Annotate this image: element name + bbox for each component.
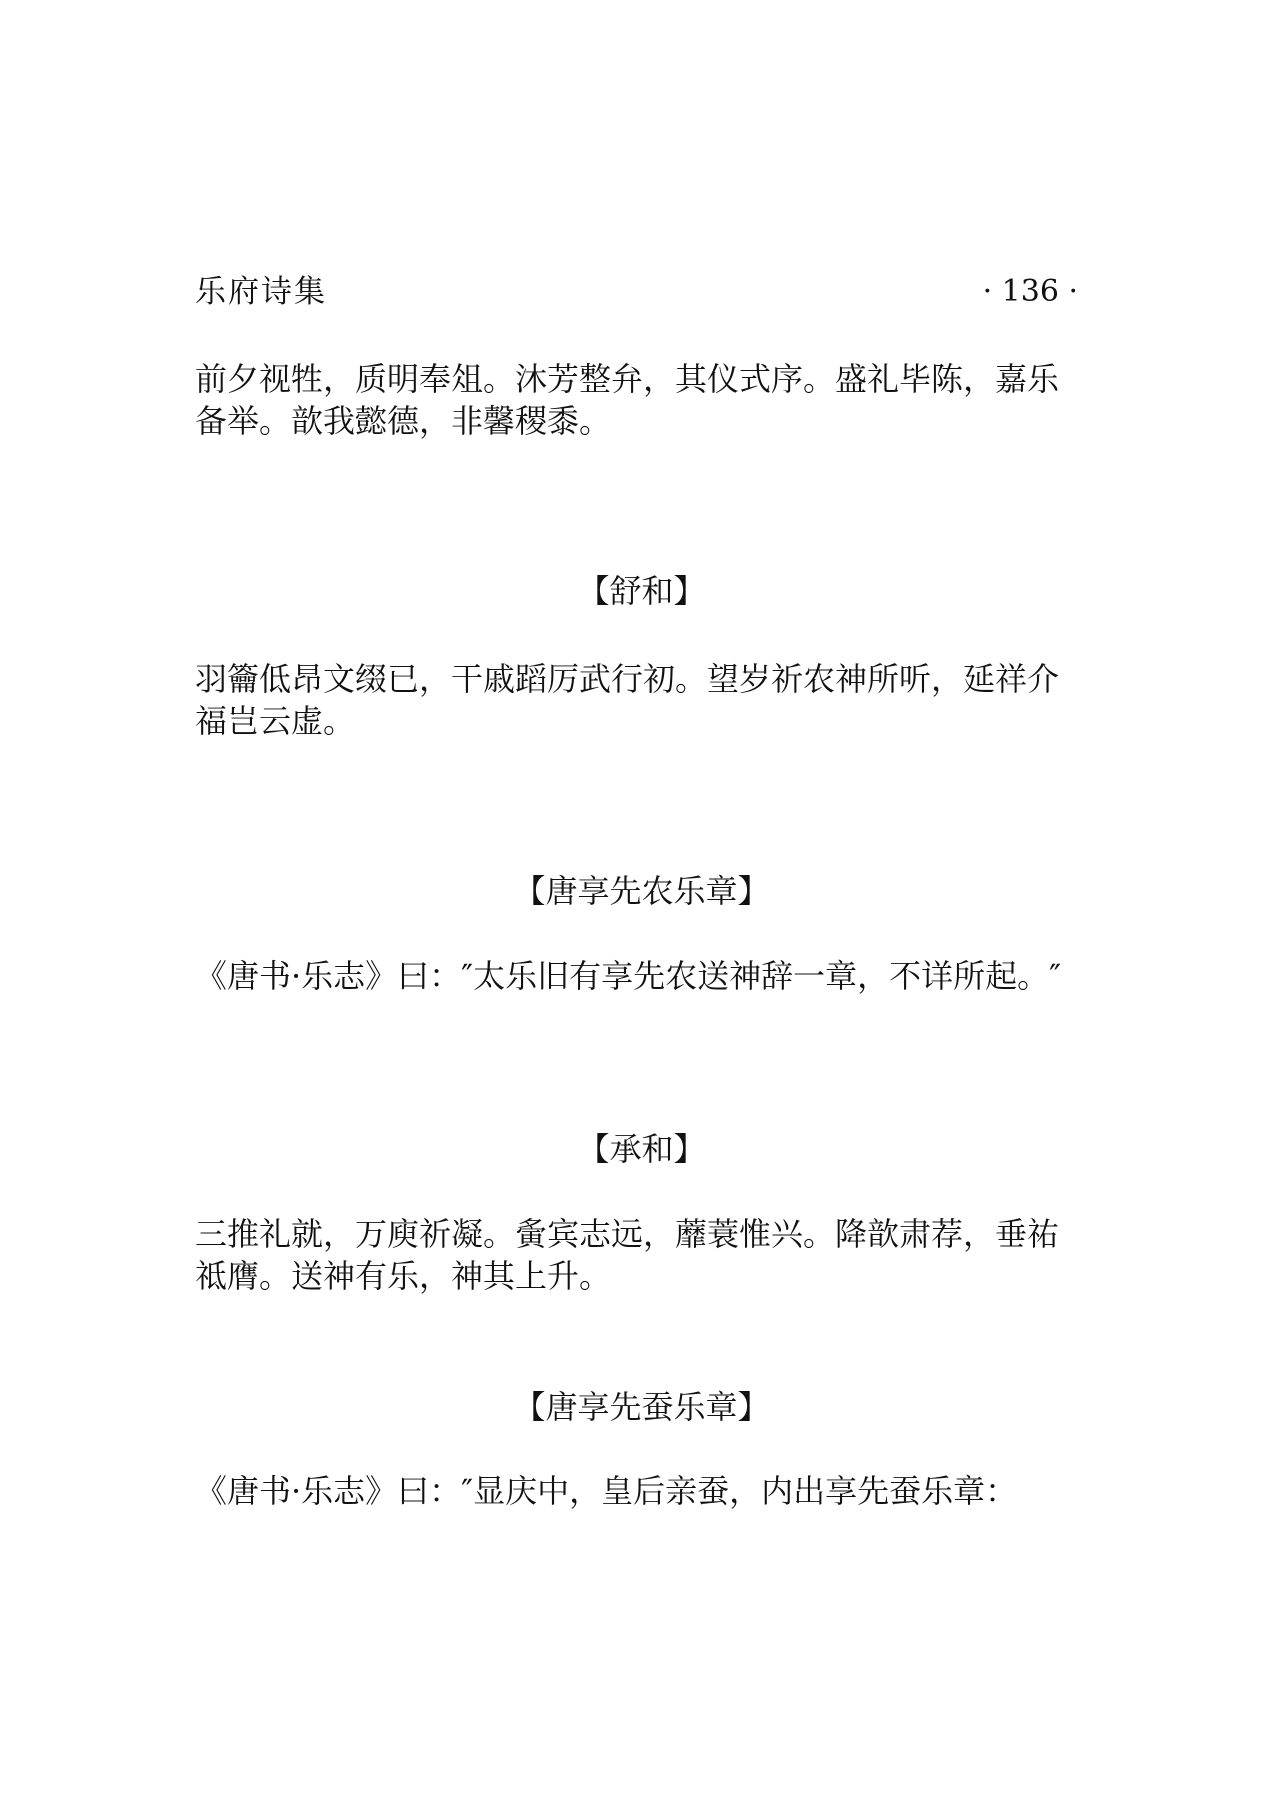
section-heading-chenghe: 【承和】 bbox=[577, 1130, 706, 1168]
verse-line: 祗膺。送神有乐，神其上升。 bbox=[195, 1257, 612, 1295]
verse-paragraph-3 bbox=[195, 1213, 1085, 1297]
section-heading-xiancan: 【唐享先蚕乐章】 bbox=[513, 1388, 770, 1426]
note-line: 《唐书·乐志》曰：″显庆中，皇后亲蚕，内出享先蚕乐章： bbox=[195, 1472, 1018, 1510]
verse-paragraph-2 bbox=[195, 658, 1085, 742]
note-line: 《唐书·乐志》曰：″太乐旧有享先农送神辞一章，不详所起。″ bbox=[195, 957, 1062, 995]
verse-line: 羽籥低昂文缀已，干戚蹈厉武行初。望岁祈农神所听，延祥介 bbox=[195, 660, 1060, 698]
section-heading-shuhe: 【舒和】 bbox=[577, 572, 706, 610]
page-number: · 136 · bbox=[982, 274, 1078, 309]
note-paragraph-xiannong bbox=[195, 955, 1085, 997]
verse-line: 三推礼就，万庾祈凝。夤宾志远，蘼蓑惟兴。降歆肃荐，垂祐 bbox=[195, 1215, 1060, 1253]
section-heading-xiannong: 【唐享先农乐章】 bbox=[513, 872, 770, 910]
note-paragraph-xiancan bbox=[195, 1470, 1085, 1512]
running-title: 乐府诗集 bbox=[195, 274, 327, 310]
verse-line: 福岂云虚。 bbox=[195, 702, 356, 740]
verse-line: 备举。歆我懿德，非馨稷黍。 bbox=[195, 402, 612, 440]
verse-line: 前夕视牲，质明奉俎。沐芳整弁，其仪式序。盛礼毕陈，嘉乐 bbox=[195, 360, 1060, 398]
verse-paragraph-1 bbox=[195, 358, 1085, 442]
